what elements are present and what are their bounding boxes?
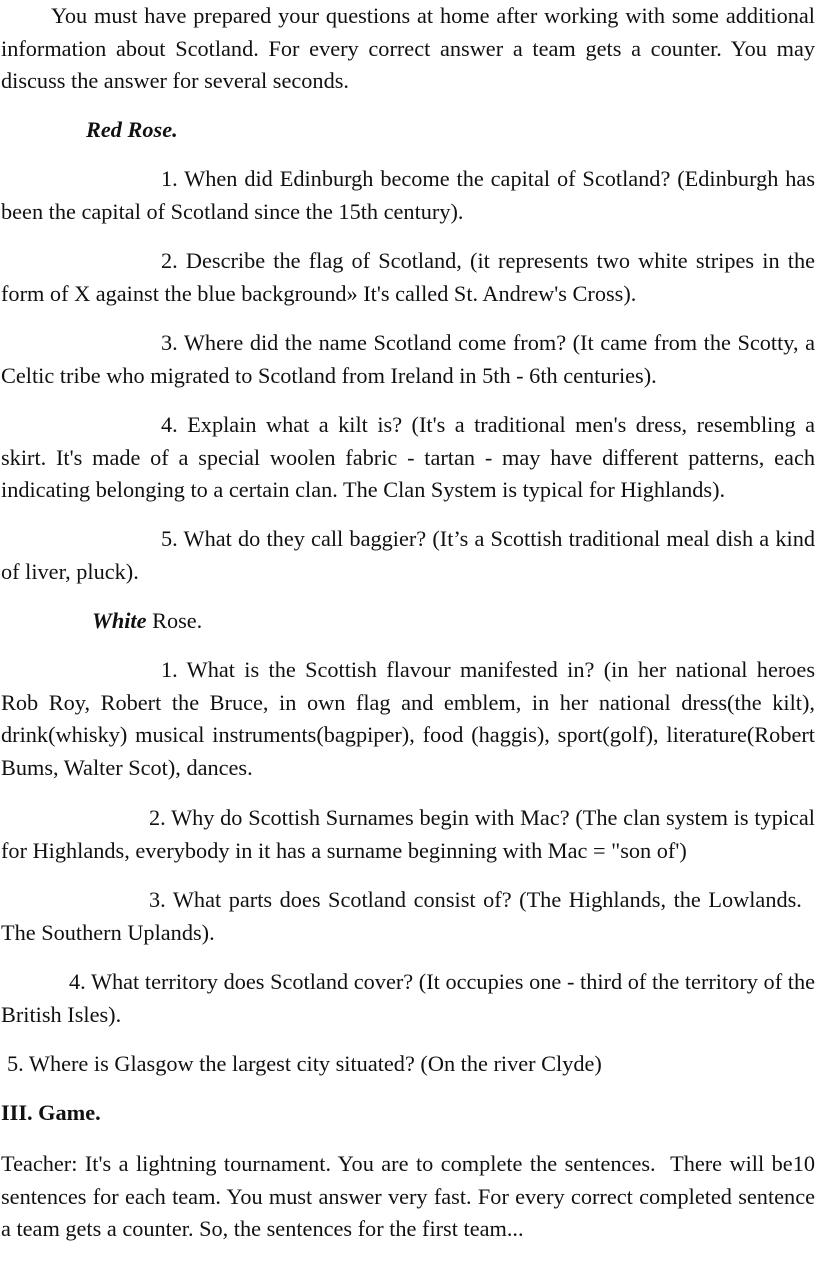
- question-text: What parts does Scotland consist of? (The Highlands, the Lowlands. The Southern Uplands).: [1, 887, 815, 945]
- white-rose-question-2: [1, 802, 815, 867]
- white-rose-question-1: [1, 654, 815, 784]
- game-title: III. Game.: [1, 1100, 101, 1125]
- question-number: 3.: [149, 887, 166, 912]
- intro-paragraph: You must have prepared your questions at home after working with some additional information about Scotland. For every correct answer a team gets a counter. You may discuss the answer for several seconds.: [1, 3, 815, 94]
- question-number: 1.: [161, 657, 178, 682]
- white-rose-question-4: [1, 966, 815, 1031]
- red-rose-question-3: [1, 327, 815, 392]
- question-text: Explain what a kilt is? (It's a traditional men's dress, resembling a skirt. It's made of a special woolen fabric - tartan - may have different patterns, each indicating belonging to a certain clan. The Clan System is typical for Highlands).: [1, 412, 815, 503]
- question-text: What do they call baggier? (It’s a Scottish traditional meal dish a kind of liver, pluck).: [1, 526, 816, 584]
- question-number: 5.: [161, 526, 178, 551]
- question-number: 1.: [161, 166, 178, 191]
- red-rose-question-4: [1, 409, 815, 507]
- red-rose-question-1: [1, 163, 815, 228]
- question-text: Why do Scottish Surnames begin with Mac? (The clan system is typical for Highlands, everybody in it has a surname beginning with Mac = "son of'): [1, 805, 816, 863]
- white-rose-title-emphasis: White: [92, 608, 147, 633]
- question-text: Describe the flag of Scotland, (it represents two white stripes in the form of X against the blue background» It's called St. Andrew's Cross).: [1, 248, 815, 306]
- white-rose-question-3: [1, 884, 815, 949]
- red-rose-question-5: [1, 523, 815, 588]
- question-number: 2.: [161, 248, 178, 273]
- question-number: 5.: [7, 1051, 24, 1076]
- question-number: 4.: [161, 412, 178, 437]
- white-rose-title-rest: Rose.: [146, 608, 203, 633]
- white-rose-question-5: [1, 1048, 815, 1081]
- question-text: When did Edinburgh become the capital of Scotland? (Edinburgh has been the capital of Scotland since the 15th century).: [1, 166, 815, 224]
- red-rose-title: Red Rose.: [86, 117, 178, 142]
- question-number: 4.: [69, 969, 86, 994]
- game-paragraph: Teacher: It's a lightning tournament. You are to complete the sentences. There will be10 sentences for each team. You must answer very fast. For every correct completed sentence a team gets a counter. So, the sentences for the first team...: [1, 1151, 815, 1242]
- question-text: What is the Scottish flavour manifested in? (in her national heroes Rob Roy, Robert the Bruce, in own flag and emblem, in her national dress(the kilt), drink(whisky) musical instruments(bagpiper), food (haggis), sport(golf), literature(Robert Bums, Walter Scot), dances.: [1, 657, 815, 780]
- question-number: 2.: [149, 805, 166, 830]
- question-text: Where is Glasgow the largest city situated? (On the river Clyde): [28, 1051, 602, 1076]
- red-rose-heading: [86, 114, 178, 147]
- question-text: What territory does Scotland cover? (It occupies one - third of the territory of the British Isles).: [1, 969, 815, 1027]
- question-text: Where did the name Scotland come from? (It came from the Scotty, a Celtic tribe who migrated to Scotland from Ireland in 5th - 6th centuries).: [1, 330, 815, 388]
- question-number: 3.: [161, 330, 178, 355]
- game-heading: [1, 1097, 101, 1130]
- red-rose-question-2: [1, 245, 815, 310]
- white-rose-heading: [92, 605, 202, 638]
